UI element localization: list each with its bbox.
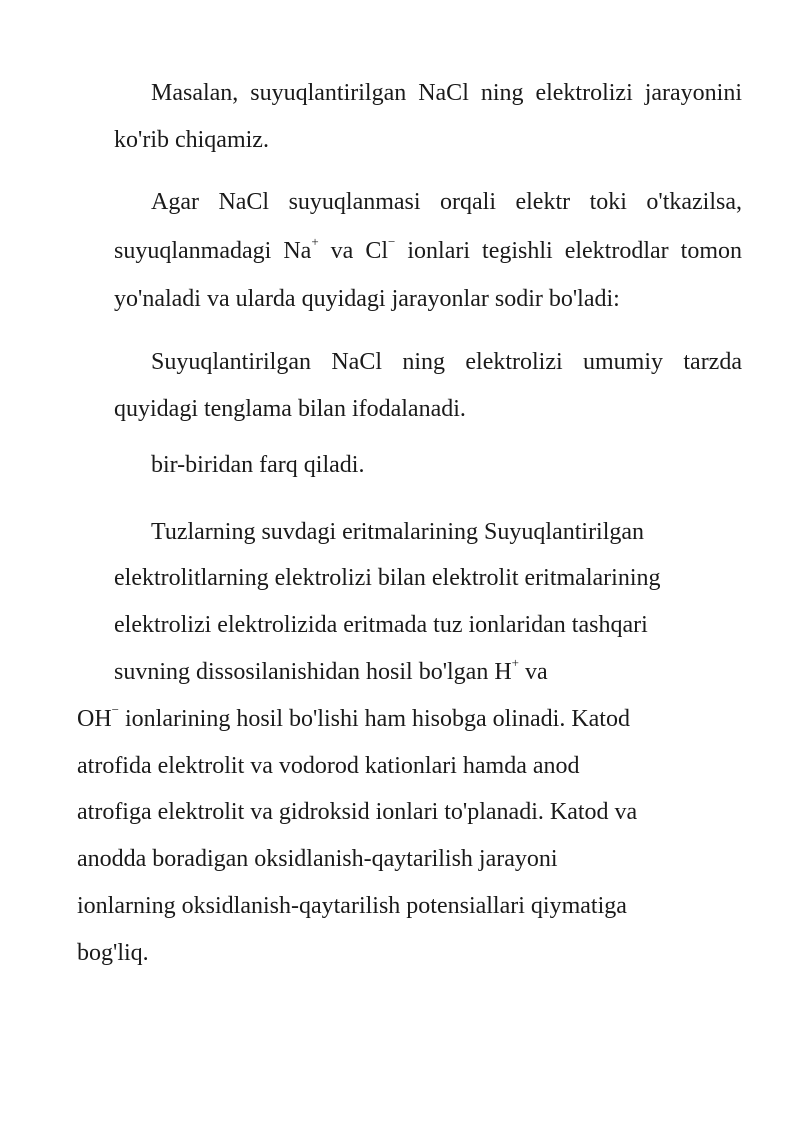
text-line: OH (77, 705, 112, 732)
text-line: elektrolitlarning elektrolizi bilan elektrolit eritmalarining (114, 565, 661, 592)
text-line: Tuzlarning suvdagi eritmalarining Suyuqlantirilgan (151, 518, 645, 545)
text-line: ionlarning oksidlanish-qaytarilish potensiallari qiymatiga (77, 892, 627, 919)
document-page (77, 70, 743, 977)
paragraph-general-equation: Suyuqlantirilgan NaCl ning elektrolizi umumiy tarzda quyidagi tenglama bilan ifodalanadi. (114, 349, 742, 422)
paragraph-electrolysis-intro: Masalan, suyuqlantirilgan NaCl ning elektrolizi jarayonini ko'rib chiqamiz. (114, 80, 742, 153)
text-line: elektrolizi elektrolizida eritmada tuz ionlaridan tashqari (114, 612, 648, 639)
superscript-plus: + (311, 233, 319, 249)
text-line: ionlarining hosil bo'lishi ham hisobga olinadi. Katod (119, 705, 630, 732)
paragraph-text: Agar NaCl suyuqlanmasi orqali elektr toki o'tkazilsa, suyuqlanmadagi Na (114, 189, 742, 264)
text-line: bog'liq. (77, 939, 149, 966)
text-line: atrofiga elektrolit va gidroksid ionlari to'planadi. Katod va (77, 799, 638, 826)
paragraph-differs: bir-biridan farq qiladi. (151, 452, 365, 479)
superscript-minus: − (388, 233, 396, 249)
paragraph-salt-solutions (77, 509, 742, 977)
superscript-minus: − (111, 701, 120, 717)
text-line: anodda boradigan oksidlanish-qaytarilish jarayoni (77, 846, 558, 873)
superscript-plus: + (511, 655, 520, 670)
text-line: atrofida elektrolit va vodorod kationlari hamda anod (77, 752, 580, 779)
paragraph-electric-current (114, 178, 742, 324)
text-line: va (519, 659, 548, 685)
paragraph-text: va Cl (318, 237, 389, 264)
text-line: suvning dissosilanishidan hosil bo'lgan H (114, 659, 512, 685)
paragraph-text: ionlari tegishli elektrodlar tomon yo'naladi va ularda quyidagi jarayonlar sodir bo'ladi: (114, 237, 743, 313)
